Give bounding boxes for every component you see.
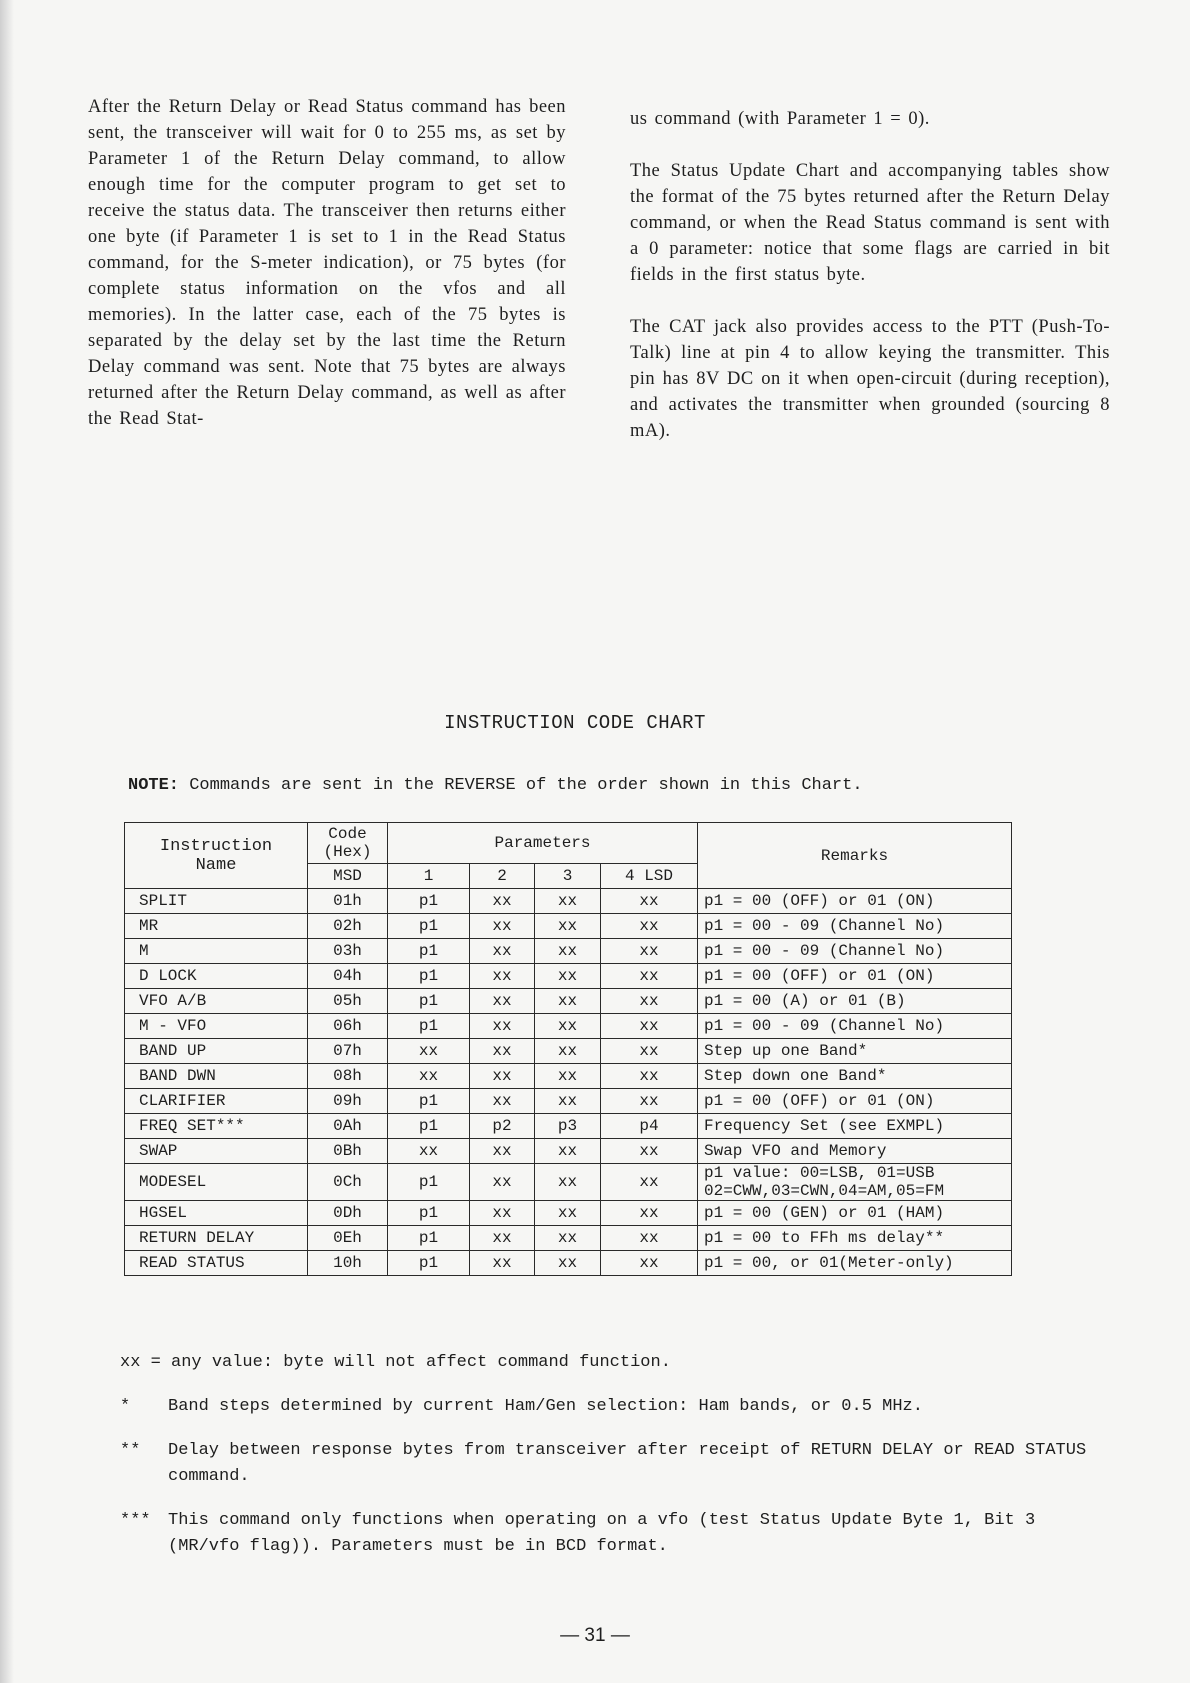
footnote-three-star-text: This command only functions when operating on a vfo (test Status Update Byte 1, Bit 3 (MR/vfo flag)). Parameters must be in BCD format. [168,1511,1036,1556]
remarks-cell [698,1089,1012,1114]
footnote-three-star-mark: *** [120,1511,151,1530]
instruction-name-cell: M [125,939,308,964]
instruction-name-cell: CLARIFIER [125,1089,308,1114]
right-text-column [630,106,1110,470]
table-row [125,1226,1012,1251]
instruction-name-cell: D LOCK [125,964,308,989]
code-cell: 0Ch [308,1164,388,1201]
param-1-cell: p1 [388,1226,470,1251]
param-2-cell: xx [470,1164,535,1201]
code-cell: 04h [308,964,388,989]
param-2-cell: xx [470,1201,535,1226]
instruction-name-cell: SWAP [125,1139,308,1164]
param-2-cell: xx [470,889,535,914]
instruction-rows [125,889,1012,1276]
table-row [125,989,1012,1014]
param-2-cell: xx [470,1226,535,1251]
param-3-cell: xx [535,1139,601,1164]
param-2-cell: p2 [470,1114,535,1139]
param-2-cell: xx [470,1089,535,1114]
remarks-line: p1 = 00 (GEN) or 01 (HAM) [704,1204,945,1222]
param-3-cell: xx [535,1164,601,1201]
right-continuation: us command (with Parameter 1 = 0). [630,109,930,129]
instruction-name-cell: BAND DWN [125,1064,308,1089]
header-code [308,823,388,864]
remarks-line: p1 = 00 (A) or 01 (B) [704,992,906,1010]
remarks-cell [698,1251,1012,1276]
param-2-cell: xx [470,1014,535,1039]
code-cell: 0Eh [308,1226,388,1251]
remarks-line: p1 value: 00=LSB, 01=USB [704,1164,935,1182]
param-1-cell: p1 [388,964,470,989]
instruction-name-cell: READ STATUS [125,1251,308,1276]
code-cell: 09h [308,1089,388,1114]
remarks-line: p1 = 00 (OFF) or 01 (ON) [704,892,935,910]
table-row [125,1251,1012,1276]
chart-title: INSTRUCTION CODE CHART [444,712,706,734]
param-4-cell: xx [601,1064,698,1089]
remarks-line: p1 = 00 (OFF) or 01 (ON) [704,967,935,985]
param-4-cell: p4 [601,1114,698,1139]
remarks-cell [698,1064,1012,1089]
param-3-cell: xx [535,964,601,989]
header-param-3: 3 [535,864,601,889]
instruction-name-cell: FREQ SET*** [125,1114,308,1139]
code-cell: 07h [308,1039,388,1064]
chart-note-text: Commands are sent in the REVERSE of the order shown in this Chart. [189,776,863,795]
code-cell: 02h [308,914,388,939]
param-3-cell: xx [535,1014,601,1039]
instruction-code-table [124,822,1012,1276]
param-4-cell: xx [601,1089,698,1114]
param-1-cell: p1 [388,1164,470,1201]
param-3-cell: xx [535,1064,601,1089]
footnote-two-star-text: Delay between response bytes from transceiver after receipt of RETURN DELAY or READ STATUS command. [168,1441,1087,1486]
code-cell: 01h [308,889,388,914]
instruction-name-cell: MODESEL [125,1164,308,1201]
param-1-cell: xx [388,1064,470,1089]
table-row [125,1164,1012,1201]
table-row [125,1201,1012,1226]
param-4-cell: xx [601,1039,698,1064]
param-2-cell: xx [470,939,535,964]
param-1-cell: p1 [388,914,470,939]
instruction-name-cell: M - VFO [125,1014,308,1039]
param-1-cell: p1 [388,1014,470,1039]
param-4-cell: xx [601,889,698,914]
param-4-cell: xx [601,1139,698,1164]
code-cell: 06h [308,1014,388,1039]
param-2-cell: xx [470,1139,535,1164]
param-1-cell: p1 [388,1201,470,1226]
remarks-line: p1 = 00 to FFh ms delay** [704,1229,945,1247]
remarks-line: Step down one Band* [704,1067,887,1085]
footnote-one-star-text: Band steps determined by current Ham/Gen selection: Ham bands, or 0.5 MHz. [168,1397,923,1416]
chart-note [128,776,863,795]
left-paragraph: After the Return Delay or Read Status command has been sent, the transceiver will wait for 0 to 255 ms, as set by Parameter 1 of the Return Delay command, to allow enough time for the computer program to get set to receive the status data. The transceiver then returns either one byte (if Parameter 1 is set to 1 in the Read Status command, for the S-meter indication), or 75 bytes (for complete status information on the vfos and all memories). In the latter case, each of the 75 bytes is separated by the delay set by the last time the Return Delay command was sent. Note that 75 bytes are always returned after the Return Delay command, as well as after the Read Stat- [88,97,566,429]
table-row [125,889,1012,914]
param-2-cell: xx [470,1251,535,1276]
page-number: — 31 — [560,1625,630,1646]
param-1-cell: p1 [388,939,470,964]
header-code-line1: Code [328,825,367,843]
remarks-cell [698,1114,1012,1139]
remarks-line: Swap VFO and Memory [704,1142,887,1160]
param-3-cell: xx [535,1201,601,1226]
footnotes [120,1350,1100,1578]
table-row [125,1014,1012,1039]
param-4-cell: xx [601,914,698,939]
instruction-name-cell: RETURN DELAY [125,1226,308,1251]
table-row [125,1114,1012,1139]
param-1-cell: p1 [388,1089,470,1114]
footnote-two-star [120,1438,1100,1490]
header-param-4-lsd: 4 LSD [601,864,698,889]
right-paragraph-cat-jack: The CAT jack also provides access to the PTT (Push-To-Talk) line at pin 4 to allow keying the transmitter. This pin has 8V DC on it when open-circuit (during reception), and activates the transmitter when grounded (sourcing 8 mA). [630,317,1110,441]
param-4-cell: xx [601,1164,698,1201]
param-3-cell: xx [535,939,601,964]
remarks-cell [698,989,1012,1014]
code-cell: 10h [308,1251,388,1276]
remarks-cell [698,1164,1012,1201]
footnote-one-star-mark: * [120,1397,131,1416]
param-2-cell: xx [470,964,535,989]
param-1-cell: xx [388,1039,470,1064]
remarks-cell [698,939,1012,964]
remarks-cell [698,1226,1012,1251]
header-param-2: 2 [470,864,535,889]
header-remarks: Remarks [698,823,1012,889]
footnote-three-star [120,1508,1100,1560]
param-3-cell: xx [535,1251,601,1276]
param-3-cell: xx [535,989,601,1014]
table-row [125,1089,1012,1114]
remarks-line: p1 = 00 - 09 (Channel No) [704,1017,945,1035]
instruction-name-cell: SPLIT [125,889,308,914]
param-1-cell: p1 [388,1114,470,1139]
footnote-two-star-mark: ** [120,1441,141,1460]
param-4-cell: xx [601,964,698,989]
code-cell: 0Ah [308,1114,388,1139]
table-row [125,964,1012,989]
header-code-msd: MSD [308,864,388,889]
table-row [125,1064,1012,1089]
instruction-name-cell: VFO A/B [125,989,308,1014]
param-2-cell: xx [470,989,535,1014]
param-3-cell: xx [535,1039,601,1064]
param-2-cell: xx [470,1039,535,1064]
remarks-line: p1 = 00 (OFF) or 01 (ON) [704,1092,935,1110]
param-4-cell: xx [601,1201,698,1226]
remarks-cell [698,964,1012,989]
footnote-one-star [120,1394,1100,1420]
code-cell: 03h [308,939,388,964]
param-3-cell: xx [535,914,601,939]
remarks-line-2: 02=CWW,03=CWN,04=AM,05=FM [704,1182,945,1200]
param-4-cell: xx [601,1014,698,1039]
header-param-1: 1 [388,864,470,889]
footnote-xx [120,1350,1100,1376]
param-4-cell: xx [601,989,698,1014]
code-cell: 0Dh [308,1201,388,1226]
header-instruction-line2: Name [195,855,237,875]
right-paragraph-status-chart: The Status Update Chart and accompanying tables show the format of the 75 bytes returned after the Return Delay command, or when the Read Status command is sent with a 0 parameter: notice that some flags are carried in bit fields in the first status byte. [630,161,1110,285]
instruction-name-cell: BAND UP [125,1039,308,1064]
code-cell: 0Bh [308,1139,388,1164]
remarks-cell [698,1039,1012,1064]
table-row [125,914,1012,939]
remarks-cell [698,1139,1012,1164]
param-1-cell: xx [388,1139,470,1164]
param-1-cell: p1 [388,989,470,1014]
param-3-cell: xx [535,889,601,914]
remarks-line: Step up one Band* [704,1042,868,1060]
code-cell: 05h [308,989,388,1014]
param-2-cell: xx [470,914,535,939]
table-row [125,1139,1012,1164]
footnote-xx-text: xx = any value: byte will not affect command function. [120,1353,671,1372]
remarks-line: p1 = 00, or 01(Meter-only) [704,1254,954,1272]
table-row [125,939,1012,964]
header-instruction-line1: Instruction [159,836,273,856]
param-2-cell: xx [470,1064,535,1089]
param-3-cell: p3 [535,1114,601,1139]
page-edge-shadow [0,0,14,1683]
param-1-cell: p1 [388,889,470,914]
instruction-name-cell: MR [125,914,308,939]
param-3-cell: xx [535,1226,601,1251]
header-instruction-name [125,823,308,889]
left-text-column [88,94,566,458]
param-3-cell: xx [535,1089,601,1114]
remarks-cell [698,1201,1012,1226]
chart-note-label: NOTE: [128,776,180,795]
remarks-cell [698,1014,1012,1039]
remarks-line: Frequency Set (see EXMPL) [704,1117,945,1135]
param-1-cell: p1 [388,1251,470,1276]
param-4-cell: xx [601,1251,698,1276]
header-parameters: Parameters [388,823,698,864]
remarks-cell [698,914,1012,939]
header-code-line2: (Hex) [323,843,372,861]
instruction-name-cell: HGSEL [125,1201,308,1226]
table-row [125,1039,1012,1064]
remarks-cell [698,889,1012,914]
remarks-line: p1 = 00 - 09 (Channel No) [704,917,945,935]
param-4-cell: xx [601,939,698,964]
param-4-cell: xx [601,1226,698,1251]
code-cell: 08h [308,1064,388,1089]
remarks-line: p1 = 00 - 09 (Channel No) [704,942,945,960]
